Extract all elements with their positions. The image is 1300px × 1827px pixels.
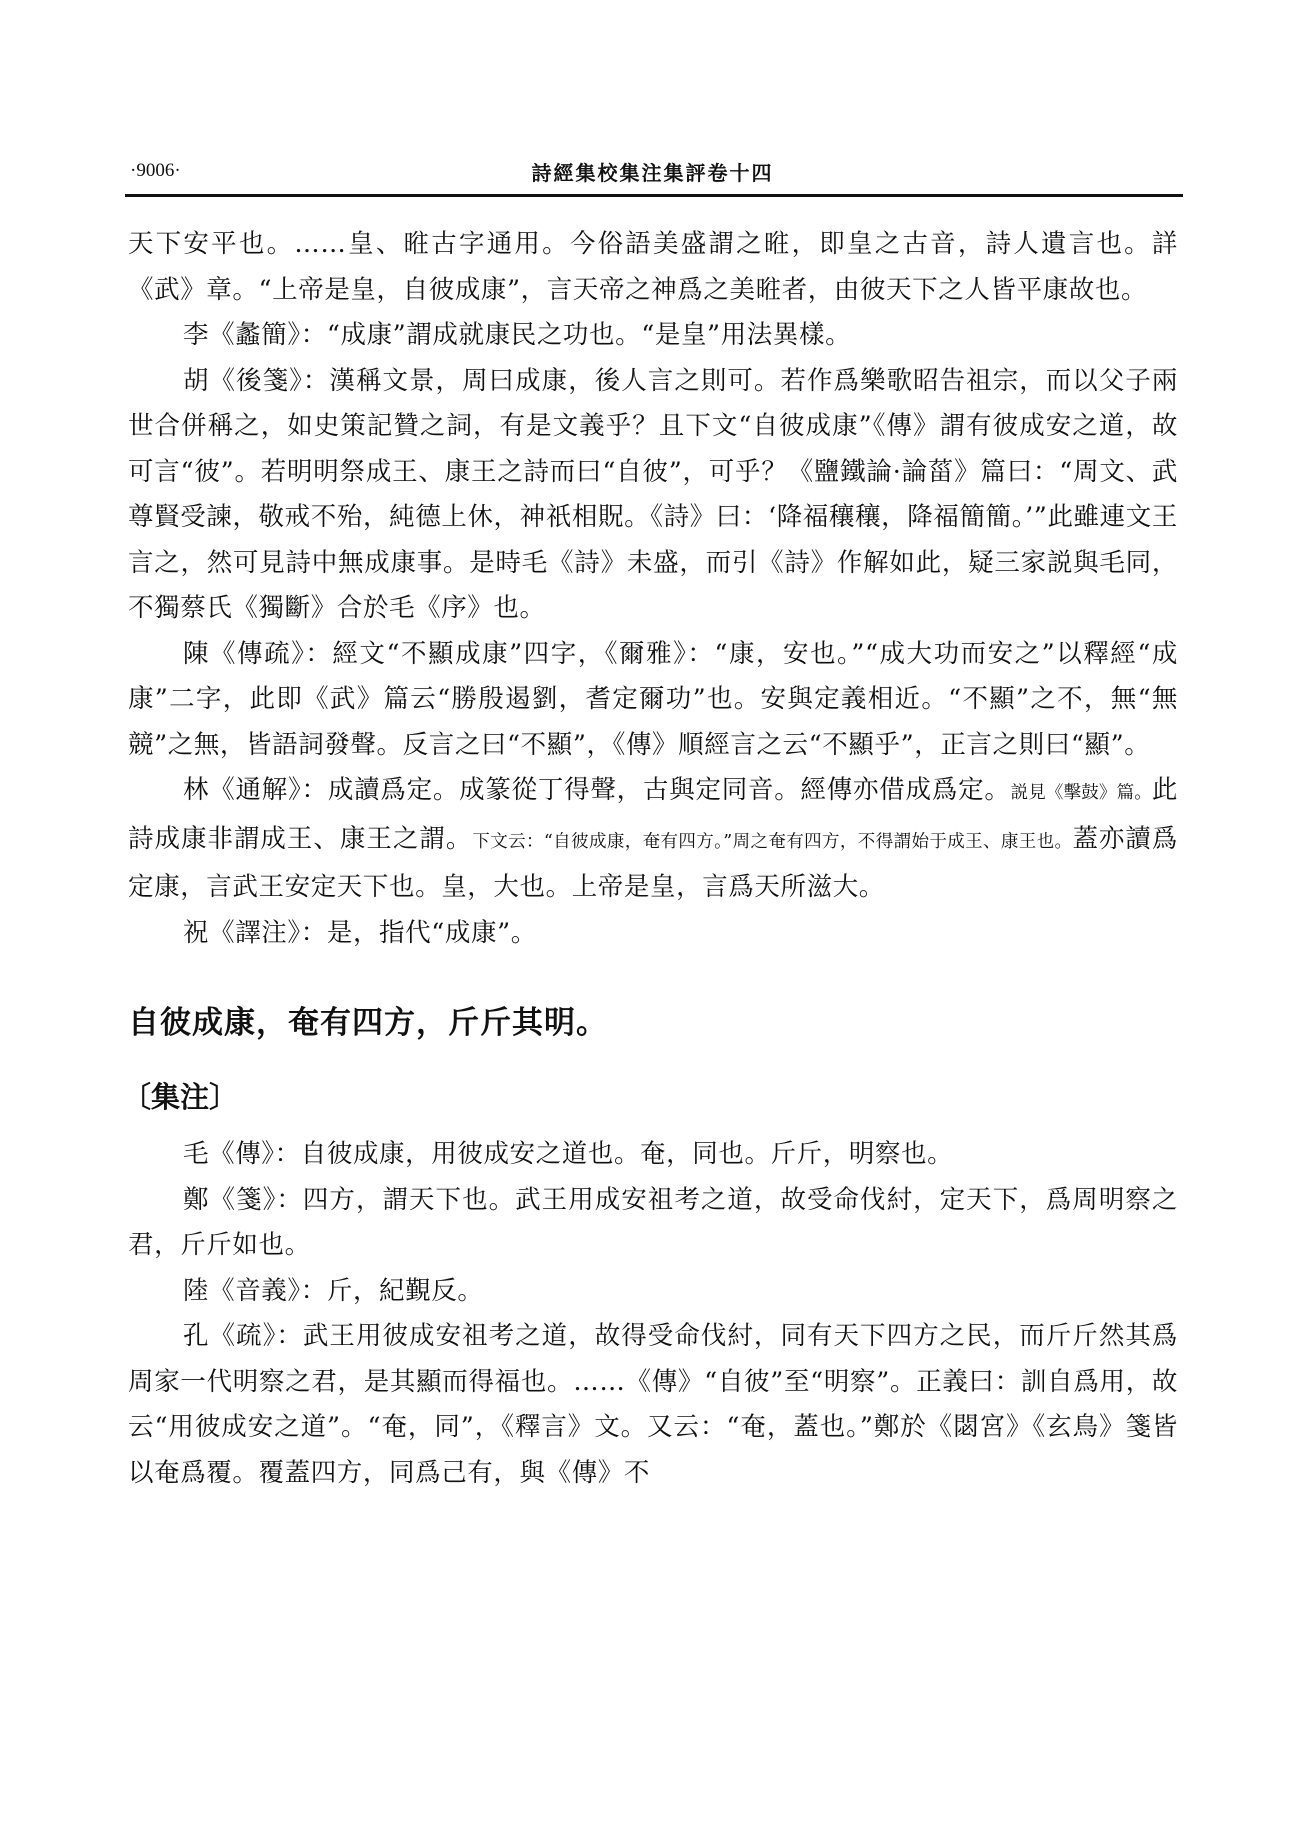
paragraph: 陳《傳疏》：經文“不顯成康”四字，《爾雅》：“康，安也。”“成大功而安之”以釋經“成康”二字，此即《武》篇云“勝殷遏劉，耆定爾功”也。安與定義相近。“不顯”之不，無“無競”之無，皆語詞發聲。反言之曰“不顯”，《傳》順經言之云“不顯乎”，正言之則曰“顯”。 — [128, 638, 1178, 760]
small-note: 説見《擊鼓》篇。 — [1010, 783, 1152, 803]
header-rule — [125, 194, 1183, 197]
text-segment: 林《通解》：成讀爲定。成篆從丁得聲，古與定同音。經傳亦借成爲定。 — [183, 775, 1011, 805]
page-body — [122, 222, 1179, 1496]
paragraph: 陸《音義》：斤，紀覲反。 — [183, 1275, 484, 1306]
small-note: 下文云：“自彼成康，奄有四方。”周之奄有四方，不得謂始于成王、康王也。 — [472, 831, 1073, 852]
text-segment: 蓋亦讀爲定康，言武王安定天下也。皇，大也。上帝是皇，言爲天所滋大。 — [128, 823, 1178, 902]
running-title: 詩經集校集注集評卷十四 — [531, 161, 774, 185]
verse-line: 自彼成康，奄有四方，斤斤其明。 — [128, 1005, 608, 1041]
text-segment: 此詩成康非謂成王、康王之謂。 — [128, 775, 1179, 854]
paragraph: 祝《譯注》：是，指代“成康”。 — [183, 917, 537, 948]
paragraph: 胡《後箋》：漢稱文景，周曰成康，後人言之則可。若作爲樂歌昭告祖宗，而以父子兩世合併稱之，如史策記贊之詞，有是文義乎？且下文“自彼成康”《傳》謂有彼成安之道，故可言“彼”。若明明祭成王、康王之詩而曰“自彼”，可乎？《鹽鐵論·論菑》篇曰：“周文、武尊賢受諫，敬戒不殆，純德上休，神祇相貺。《詩》曰：‘降福穰穰，降福簡簡。’”此雖連文王言之，然可見詩中無成康事。是時毛《詩》未盛，而引《詩》作解如此，疑三家説與毛同，不獨蔡氏《獨斷》合於毛《序》也。 — [128, 365, 1178, 623]
paragraph: 毛《傳》：自彼成康，用彼成安之道也。奄，同也。斤斤，明察也。 — [183, 1139, 954, 1169]
page-header — [125, 152, 1180, 192]
paragraph: 李《蠡簡》：“成康”謂成就康民之功也。“是皇”用法異樣。 — [183, 320, 852, 350]
paragraph-with-notes — [128, 768, 1178, 911]
paragraph: 孔《疏》：武王用彼成安祖考之道，故得受命伐紂，同有天下四方之民，而斤斤然其爲周家一代明察之君，是其顯而得福也。……《傳》“自彼”至“明察”。正義曰：訓自爲用，故云“用彼成安之道”。“奄，同”，《釋言》文。又云：“奄，蓋也。”鄭於《閟宮》《玄鳥》箋皆以奄爲覆。覆蓋四方，同爲己有，與《傳》不 — [128, 1321, 1178, 1488]
paragraph: 天下安平也。……皇、暀古字通用。今俗語美盛謂之暀，即皇之古音，詩人遺言也。詳《武》章。“上帝是皇，自彼成康”，言天帝之神爲之美暀者，由彼天下之人皆平康故也。 — [128, 229, 1178, 305]
section-heading: 〔集注〕 — [122, 1080, 239, 1114]
page-number: ·9006· — [130, 160, 181, 181]
paragraph: 鄭《箋》：四方，謂天下也。武王用成安祖考之道，故受命伐紂，定天下，爲周明察之君，斤斤如也。 — [128, 1184, 1178, 1260]
